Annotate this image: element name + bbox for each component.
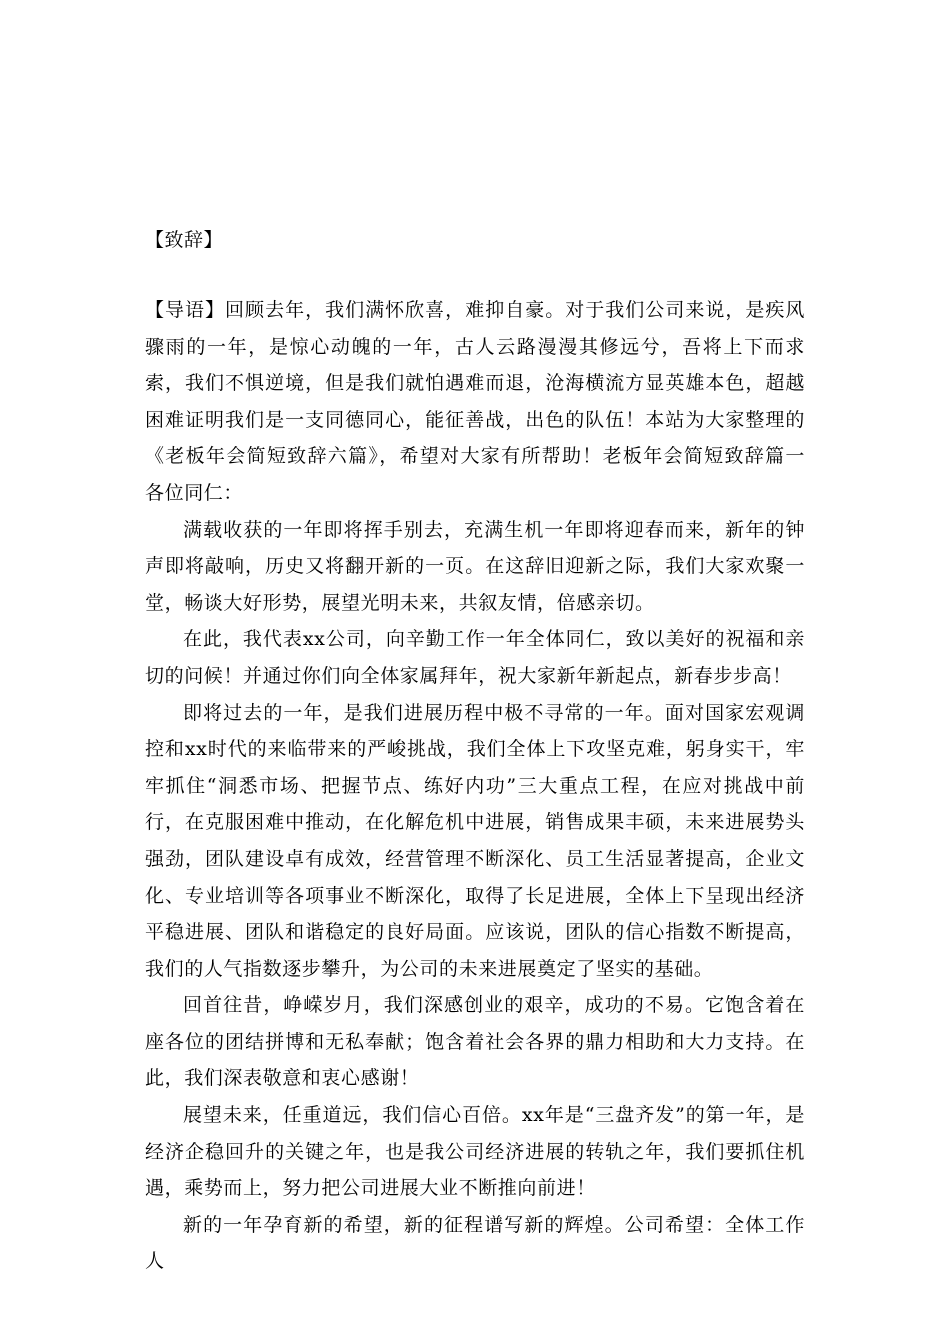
body-paragraph: 即将过去的一年，是我们进展历程中极不寻常的一年。面对国家宏观调控和xx时代的来临带来的严峻挑战，我们全体上下攻坚克难，躬身实干，牢牢抓住“洞悉市场、把握节点、练好内功”三大重点工程，在应对挑战中前行，在克服困难中推动，在化解危机中进展，销售成果丰硕，未来进展势头强劲，团队建设卓有成效，经营管理不断深化、员工生活显著提高，企业文化、专业培训等各项事业不断深化，取得了长足进展，全体上下呈现出经济平稳进展、团队和谐稳定的良好局面。应该说，团队的信心指数不断提高，我们的人气指数逐步攀升，为公司的未来进展奠定了坚实的基础。 (145, 701, 805, 980)
document-heading: 【致辞】 (145, 229, 224, 251)
document-body (145, 292, 845, 1280)
body-paragraph: 展望未来，任重道远，我们信心百倍。xx年是“三盘齐发”的第一年，是经济企稳回升的关键之年，也是我公司经济进展的转轨之年，我们要抓住机遇，乘势而上，努力把公司进展大业不断推向前进！ (145, 1104, 805, 1200)
body-paragraph: 在此，我代表xx公司，向辛勤工作一年全体同仁，致以美好的祝福和亲切的问候！并通过你们向全体家属拜年，祝大家新年新起点，新春步步高！ (145, 628, 805, 687)
body-paragraph: 回首往昔，峥嵘岁月，我们深感创业的艰辛，成功的不易。它饱含着在座各位的团结拼博和无私奉献；饱含着社会各界的鼎力相助和大力支持。在此，我们深表敬意和衷心感谢！ (145, 994, 805, 1090)
body-paragraph: 新的一年孕育新的希望，新的征程谱写新的辉煌。公司希望：全体工作人 (145, 1213, 805, 1273)
intro-paragraph: 【导语】回顾去年，我们满怀欣喜，难抑自豪。对于我们公司来说，是疾风骤雨的一年，是惊心动魄的一年，古人云路漫漫其修远兮，吾将上下而求索，我们不惧逆境，但是我们就怕遇难而退，沧海横流方显英雄本色，超越困难证明我们是一支同德同心，能征善战，出色的队伍！本站为大家整理的《老板年会简短致辞六篇》，希望对大家有所帮助！老板年会简短致辞篇一 各位同仁： (145, 299, 845, 504)
body-paragraph: 满载收获的一年即将挥手别去，充满生机一年即将迎春而来，新年的钟声即将敲响，历史又将翻开新的一页。在这辞旧迎新之际，我们大家欢聚一堂，畅谈大好形势，展望光明未来，共叙友情，倍感亲切。 (145, 518, 805, 614)
